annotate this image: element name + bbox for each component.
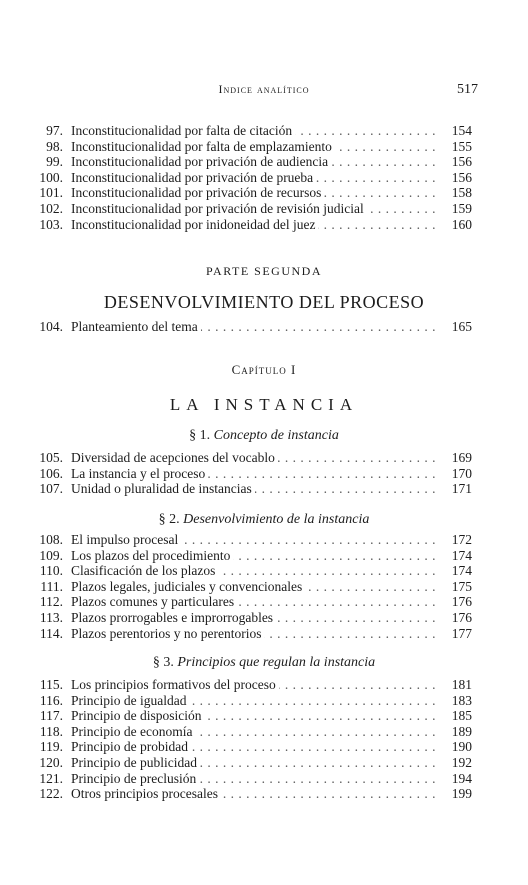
entry-page-number: 190 [438,739,472,754]
section-name: Desenvolvimiento de la instancia [183,512,370,527]
entry-title: Inconstitucionalidad por falta de citación [71,123,295,138]
entry-number: 101. [39,185,63,201]
index-entry [0,755,528,770]
entry-number: 115. [39,677,63,692]
index-entry [0,626,528,641]
chapter-title: LA INSTANCIA [169,395,359,414]
entry-page-number: 165 [438,319,472,334]
index-entry [0,466,528,481]
entry-page-number: 199 [438,786,472,801]
entry-title-wrap [71,123,295,138]
chapter-label: Capítulo I [231,362,297,377]
entry-title: Inconstitucionalidad por falta de emplazamiento [71,139,335,154]
entry-title: Unidad o pluralidad de instancias [71,481,255,496]
entry-page-number: 177 [438,626,472,641]
entry-title-wrap [71,217,318,232]
index-entry [0,217,528,232]
entry-title-wrap [71,548,233,563]
entry-number: 111. [40,578,63,594]
entry-number: 122. [39,786,63,802]
entry-number: 106. [39,465,63,481]
index-entry [0,481,528,496]
entry-title-wrap [71,154,331,169]
entry-page-number: 159 [438,201,472,216]
entry-title: Plazos comunes y particulares [71,594,237,609]
entry-number: 116. [39,692,63,708]
entry-page-number: 160 [438,217,472,232]
entry-number: 109. [39,547,63,563]
section-heading-3 [0,655,528,671]
entry-title-wrap [71,139,335,154]
index-entry [0,786,528,801]
index-entry [0,319,528,334]
entry-number: 102. [39,201,63,216]
section-heading-1 [0,428,528,444]
entry-title-wrap [71,532,181,547]
entry-title: Principio de economía [71,724,195,739]
entry-number: 98. [46,138,63,154]
entry-title-wrap [71,450,278,465]
entry-page-number: 172 [438,532,472,547]
index-entry [0,450,528,465]
entry-title-wrap [71,626,264,641]
entry-number: 103. [39,216,63,232]
entry-page-number: 175 [438,579,472,594]
entry-number: 99. [46,154,63,170]
index-entry [0,170,528,185]
entry-title: Otros principios procesales [71,786,221,801]
entry-page-number: 174 [438,563,472,578]
index-entry [0,548,528,563]
entry-title: Los principios formativos del proceso [71,677,279,692]
section-symbol: § 3. [152,655,174,670]
section-name: Principios que regulan la instancia [177,655,376,670]
index-entry [0,563,528,578]
index-entry [0,708,528,723]
entry-title-wrap [71,771,199,786]
entry-title: Inconstitucionalidad por privación de audiencia [71,154,331,169]
entry-number: 105. [39,450,63,465]
entry-number: 114. [39,625,63,641]
entry-number: 97. [46,123,63,138]
entry-number: 117. [39,708,63,724]
entry-number: 100. [39,169,63,185]
entry-title-wrap [71,201,367,216]
section-symbol: § 1. [189,428,211,443]
entry-title-wrap [71,786,221,801]
index-entry [0,201,528,216]
entry-title: Los plazos del procedimiento [71,548,233,563]
index-entry [0,594,528,609]
entry-number: 121. [39,770,63,786]
entry-title-wrap [71,755,200,770]
index-entry [0,532,528,547]
entry-title-wrap [71,677,279,692]
entry-page-number: 169 [438,450,472,465]
entry-title-wrap [71,693,189,708]
index-entry [0,123,528,138]
entry-page-number: 156 [438,170,472,185]
entry-title: Plazos prorrogables e improrrogables [71,610,276,625]
entry-number: 110. [39,563,63,579]
part-title: DESENVOLVIMIENTO DEL PROCESO [103,292,425,312]
entry-title: Principio de disposición [71,708,205,723]
entry-number: 113. [39,610,63,625]
entry-title: Plazos legales, judiciales y convencionales [71,579,305,594]
entry-page-number: 189 [438,724,472,739]
index-entry [0,610,528,625]
section-heading-2 [0,512,528,528]
entry-title-wrap [71,481,255,496]
entry-title: Principio de publicidad [71,755,200,770]
entry-title: Inconstitucionalidad por privación de revisión judicial [71,201,367,216]
running-head-title: Indice analítico [218,82,310,96]
entry-title: El impulso procesal [71,532,181,547]
entry-number: 108. [39,532,63,547]
section-name: Concepto de instancia [213,428,339,443]
entry-title: La instancia y el proceso [71,466,208,481]
entry-title: Inconstitucionalidad por inidoneidad del juez [71,217,318,232]
index-entry [0,185,528,200]
index-entry [0,693,528,708]
entry-number: 119. [39,739,63,755]
entry-number: 104. [39,319,63,334]
entry-page-number: 170 [438,466,472,481]
entry-number: 112. [39,594,63,610]
index-entry [0,724,528,739]
entry-title-wrap [71,739,191,754]
entry-page-number: 174 [438,548,472,563]
part-label: PARTE SEGUNDA [205,264,322,278]
entry-title: Inconstitucionalidad por privación de recursos [71,185,324,200]
entry-page-number: 183 [438,693,472,708]
entry-number: 120. [39,755,63,770]
entry-page-number: 176 [438,594,472,609]
entry-title-wrap [71,724,195,739]
entry-page-number: 171 [438,481,472,496]
entry-page-number: 154 [438,123,472,138]
entry-page-number: 181 [438,677,472,692]
index-entry [0,739,528,754]
entry-title: Principio de preclusión [71,771,199,786]
entry-title-wrap [71,185,324,200]
entry-page-number: 155 [438,139,472,154]
running-head-page-number: 517 [457,82,478,97]
running-head [0,82,528,102]
entry-title-wrap [71,170,316,185]
entry-title-wrap [71,319,201,334]
entry-number: 107. [39,481,63,497]
entry-title-wrap [71,594,237,609]
index-entry [0,579,528,594]
entry-page-number: 158 [438,185,472,200]
entry-page-number: 192 [438,755,472,770]
entry-title: Principio de igualdad [71,693,189,708]
entry-number: 118. [39,723,63,739]
index-entry [0,139,528,154]
entry-title: Clasificación de los plazos [71,563,218,578]
entry-title: Inconstitucionalidad por privación de prueba [71,170,316,185]
entry-title: Principio de probidad [71,739,191,754]
entry-title-wrap [71,579,305,594]
index-entry [0,677,528,692]
entry-page-number: 176 [438,610,472,625]
section-symbol: § 2. [158,512,180,527]
entry-title: Diversidad de acepciones del vocablo [71,450,278,465]
entry-page-number: 194 [438,771,472,786]
entry-title: Plazos perentorios y no perentorios [71,626,264,641]
entry-title-wrap [71,610,276,625]
index-entry [0,771,528,786]
entry-page-number: 185 [438,708,472,723]
index-entry [0,154,528,169]
entry-page-number: 156 [438,154,472,169]
entry-title-wrap [71,708,205,723]
entry-title-wrap [71,563,218,578]
entry-title-wrap [71,466,208,481]
entry-title: Planteamiento del tema [71,319,201,334]
